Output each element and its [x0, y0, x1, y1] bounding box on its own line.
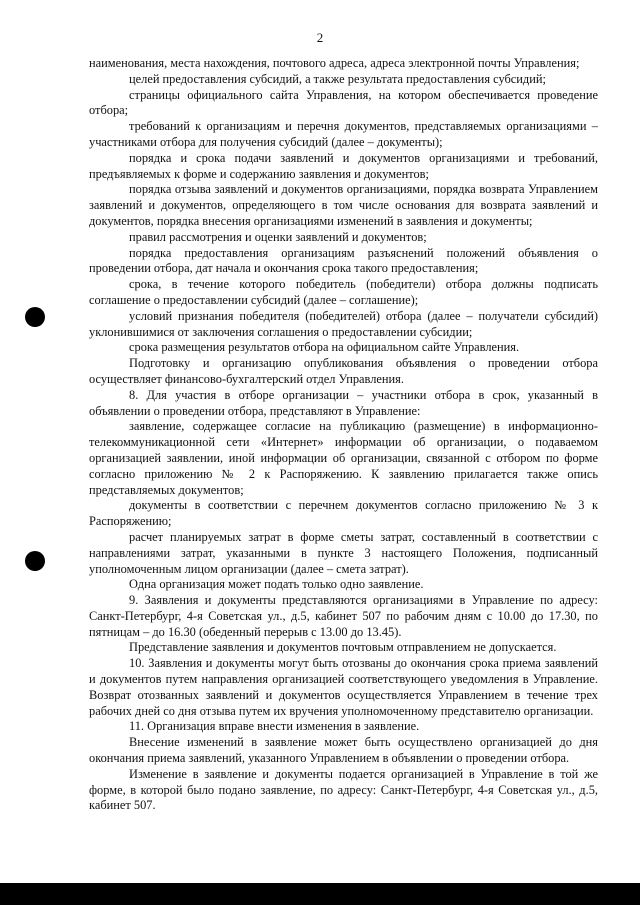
paragraph: порядка отзыва заявлений и документов организациями, порядка возврата Управлением заявлений и документов, определяющего в том числе основания для возврата заявлений и документов, порядка внесения организациями изменений в заявления и документы;: [89, 182, 598, 228]
paragraph: расчет планируемых затрат в форме сметы затрат, составленный в соответствии с направлениями затрат, указанными в пункте 3 настоящего Положения, подписанный уполномоченным лицом организации (далее – смета затрат).: [89, 529, 598, 576]
paragraph: Внесение изменений в заявление может быть осуществлено организацией до дня окончания приема заявлений, указанного Управлением в объявлении о проведении отбора.: [89, 735, 598, 766]
paragraph: срока размещения результатов отбора на официальном сайте Управления.: [129, 340, 520, 355]
paragraph: Подготовку и организацию опубликования объявления о проведении отбора осуществляет финансово-бухгалтерский отдел Управления.: [89, 356, 598, 386]
paragraph: срока, в течение которого победитель (победители) отбора должны подписать соглашение о предоставлении субсидий (далее – соглашение);: [89, 277, 598, 307]
paragraph: 9. Заявления и документы представляются организациями в Управление по адресу: Санкт-Петербург, 4-я Советская ул., д.5, кабинет 507 по рабочим дням с 10.00 до 17.30, по пятницам – до 16.30 (обеденный перерыв с 13.00 до 13.45).: [89, 593, 598, 639]
paragraph: 11. Организация вправе внести изменения в заявление.: [129, 719, 420, 734]
paragraph: условий признания победителя (победителей) отбора (далее – получатели субсидий) уклонившимися от заключения соглашения о предоставлении субсидии;: [89, 308, 598, 339]
paragraph: заявление, содержащее согласие на публикацию (размещение) в информационно-телекоммуникационной сети «Интернет» информации об организации, о подаваемом организацией заявлении, иной информации об организации, связанной с отбором по форме согласно приложению № 2 к Распоряжению. К заявлению прилагается также опись представляемых документов;: [89, 419, 598, 497]
paragraph: страницы официального сайта Управления, на котором обеспечивается проведение отбора;: [89, 87, 598, 118]
document-body: [89, 56, 598, 814]
punch-hole-mark: [25, 551, 45, 571]
paragraph: порядка предоставления организациям разъяснений положений объявления о проведении отбора, дат начала и окончания срока такого предоставления;: [89, 245, 598, 276]
page-number: 2: [316, 30, 324, 45]
paragraph: 10. Заявления и документы могут быть отозваны до окончания срока приема заявлений и документов путем направления организацией соответствующего уведомления в Управление. Возврат отозванных заявлений и документов осуществляется Управлением в течение трех рабочих дней со дня отзыва путем их вручения уполномоченному представителю организации.: [89, 656, 598, 718]
paragraph: целей предоставления субсидий, а также результата предоставления субсидий;: [129, 71, 546, 86]
paragraph: требований к организациям и перечня документов, представляемых организациями – участниками отбора для получения субсидий (далее – документы);: [89, 119, 598, 149]
paragraph: правил рассмотрения и оценки заявлений и документов;: [129, 229, 427, 244]
paragraph: Представление заявления и документов почтовым отправлением не допускается.: [129, 640, 557, 655]
paragraph: Одна организация может подать только одно заявление.: [129, 577, 424, 592]
paragraph: 8. Для участия в отборе организации – участники отбора в срок, указанный в объявлении о проведении отбора, представляют в Управление:: [89, 387, 598, 418]
paragraph: наименования, места нахождения, почтового адреса, адреса электронной почты Управления;: [89, 56, 580, 70]
punch-hole-mark: [25, 307, 45, 327]
paragraph: порядка и срока подачи заявлений и документов организациями и требований, предъявляемых к форме и содержанию заявления и документов;: [89, 150, 598, 181]
paragraph: Изменение в заявление и документы подается организацией в Управление в той же форме, в которой было подано заявление, по адресу: Санкт-Петербург, 4-я Советская ул., д.5, кабинет 507.: [89, 766, 598, 813]
scan-edge-bar: [0, 883, 640, 905]
paragraph: документы в соответствии с перечнем документов согласно приложению № 3 к Распоряжению;: [89, 498, 598, 529]
